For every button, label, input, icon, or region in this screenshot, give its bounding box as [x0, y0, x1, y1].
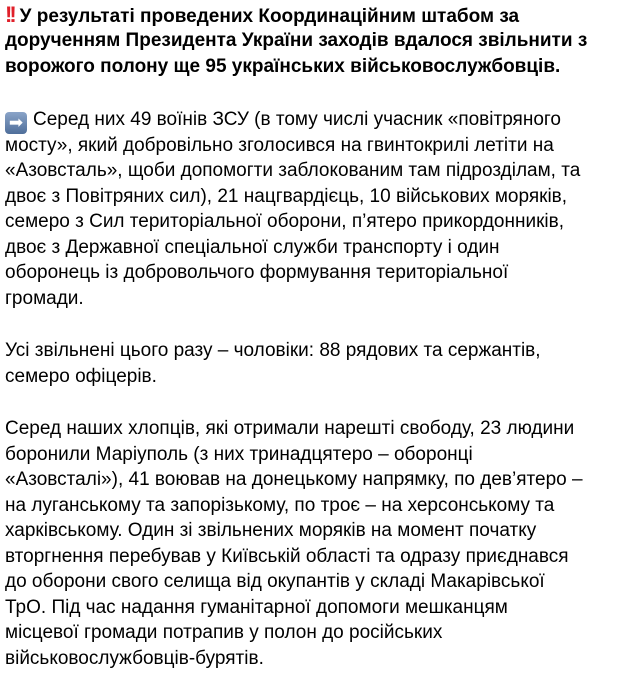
- text-line: військовослужбовців-бурятів.: [5, 647, 264, 669]
- text-line: ТрО. Під час надання гуманітарної допомоги мешканцям: [5, 596, 508, 618]
- text-line: Усі звільнені цього разу – чоловіки: 88 рядових та сержантів,: [5, 340, 541, 361]
- text-line: «Азовсталь», щоби допомогти заблокованим там підрозділам, та: [5, 160, 581, 181]
- text-line: харківському. Один зі звільнених моряків на момент початку: [5, 520, 537, 541]
- paragraph-ranks: [5, 338, 617, 389]
- paragraph-locations: [5, 416, 617, 671]
- text-line: семеро офіцерів.: [5, 365, 157, 387]
- text-line: до оборони свого селища від окупантів у складі Макарівської: [5, 571, 545, 592]
- headline-line: ворожого полону ще 95 українських військовослужбовців.: [5, 56, 561, 77]
- headline: [5, 2, 617, 80]
- text-line: на луганському та запорізькому, по троє – на херсонському та: [5, 494, 555, 516]
- text-line: двоє з Повітряних сил), 21 нацгвардієць, 10 військових моряків,: [5, 185, 568, 207]
- text-line: Серед них 49 воїнів ЗСУ (в тому числі учасник «повітряного: [33, 109, 561, 130]
- text-line: громади.: [5, 287, 84, 309]
- text-line: Серед наших хлопців, які отримали нарешті свободу, 23 людини: [5, 418, 575, 439]
- text-line: місцевої громади потрапив у полон до російських: [5, 622, 443, 643]
- right-arrow-icon: ➡: [5, 112, 27, 134]
- double-exclamation-icon: !!: [5, 2, 14, 27]
- headline-line: дорученням Президента України заходів вдалося звільнити з: [5, 30, 588, 51]
- text-line: оборонець із добровольчого формування територіальної: [5, 262, 509, 283]
- text-line: мосту», який добровільно зголосився на гвинтокрилі летіти на: [5, 134, 554, 156]
- text-line: вторгнення перебував у Київській області та одразу приєднався: [5, 545, 569, 567]
- paragraph-composition: [5, 107, 617, 311]
- text-line: семеро з Сил територіальної оборони, п’ятеро прикордонників,: [5, 211, 564, 232]
- headline-line: У результаті проведених Координаційним штабом за: [19, 6, 520, 27]
- text-line: боронили Маріуполь (з них тринадцятеро – оборонці: [5, 443, 473, 465]
- text-line: двоє з Державної спеціальної служби транспорту і один: [5, 236, 500, 258]
- text-line: «Азовсталі»), 41 воював на донецькому напрямку, по дев’ятеро –: [5, 469, 583, 490]
